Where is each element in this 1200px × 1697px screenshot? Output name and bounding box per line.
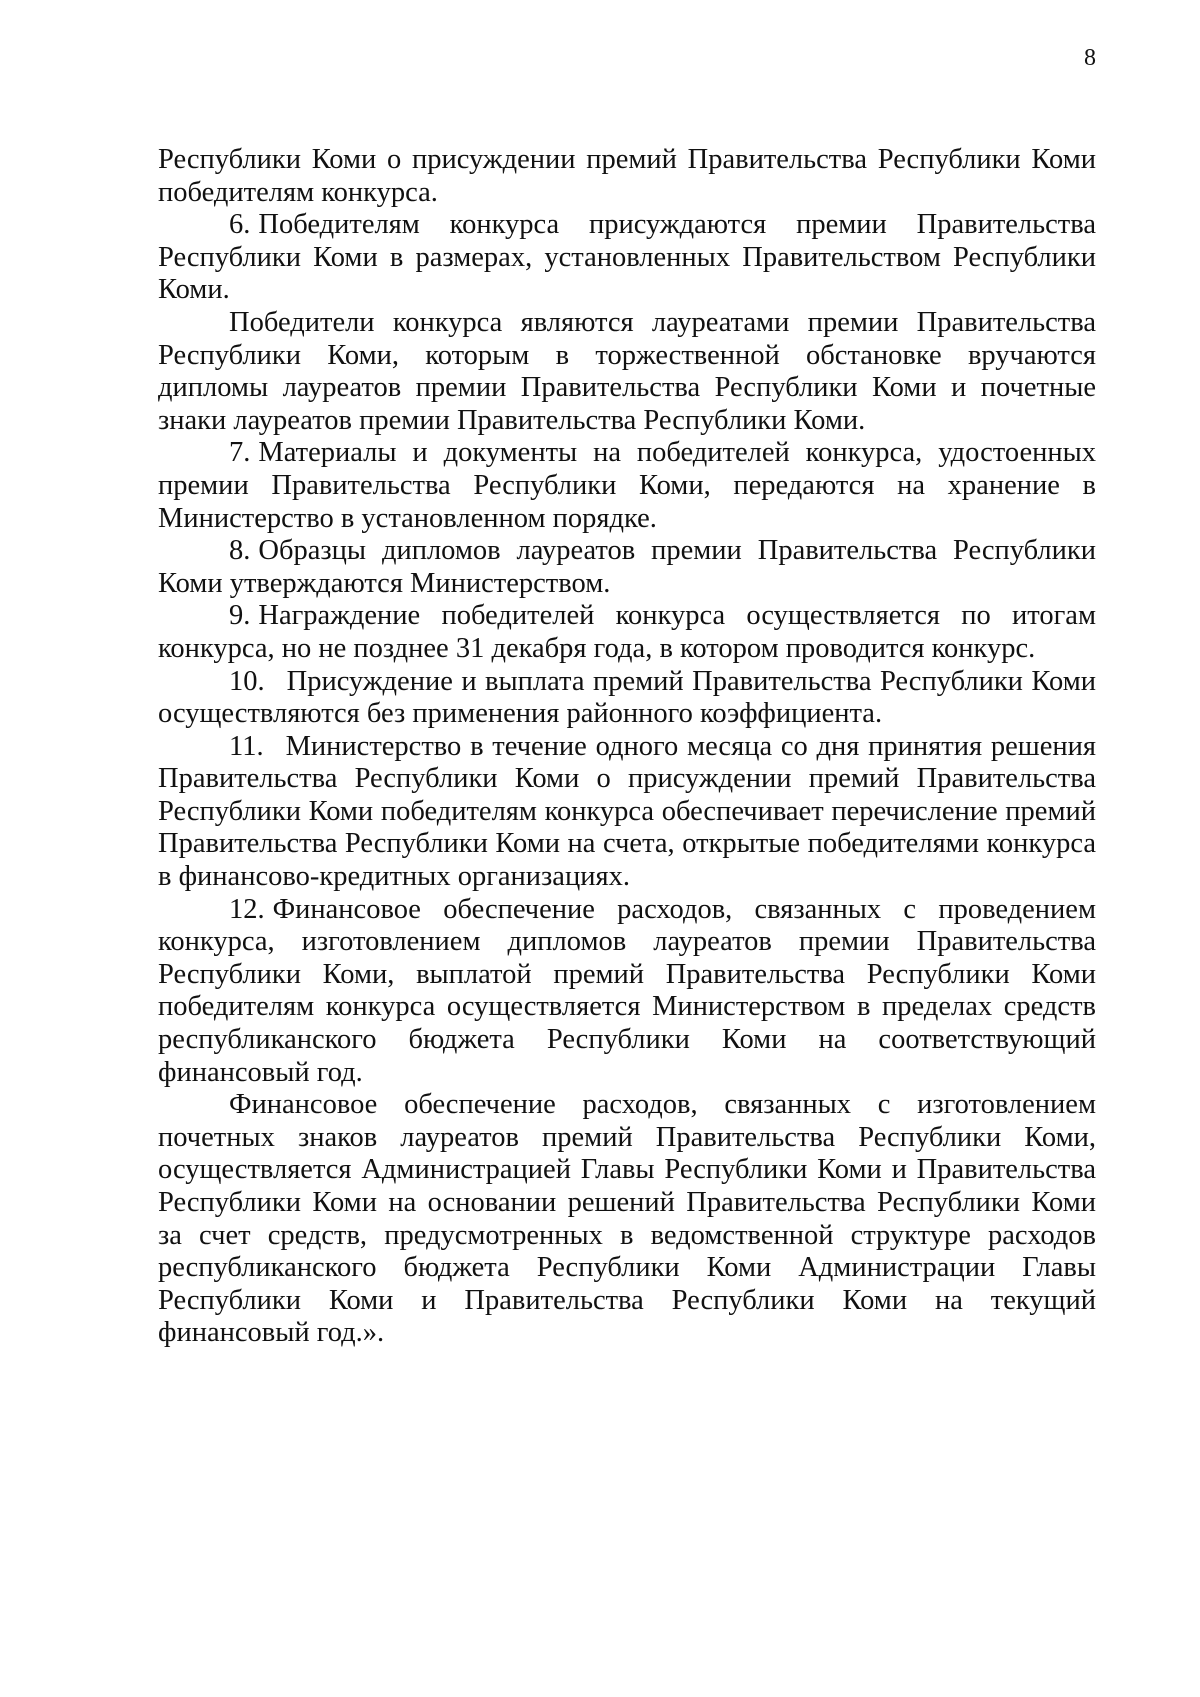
paragraph-text: Министерство в течение одного месяца со дня принятия решения Правительства Республики Коми о присуждении премий Правительства Республики Коми победителям конкурса обеспечивает перечисление премий Правительства Республики Коми на счета, открытые победителями конкурса в финансово-кредитных организациях.	[158, 730, 1096, 893]
page-number: 8	[1084, 45, 1096, 71]
paragraph-laureates	[158, 307, 1096, 437]
paragraph-item-11	[158, 731, 1096, 894]
paragraph-item-8	[158, 535, 1096, 600]
item-number: 9.	[229, 600, 251, 632]
paragraph-continuation	[158, 144, 1096, 209]
paragraph-text: Материалы и документы на победителей конкурса, удостоенных премии Правительства Республики Коми, передаются на хранение в Министерство в установленном порядке.	[158, 437, 1096, 534]
paragraph-text: Присуждение и выплата премий Правительства Республики Коми осуществляются без применения районного коэффициента.	[158, 665, 1096, 730]
item-number: 12.	[229, 893, 265, 925]
paragraph-text: Награждение победителей конкурса осуществляется по итогам конкурса, но не позднее 31 декабря года, в котором проводится конкурс.	[158, 600, 1096, 664]
paragraph-text: Победителям конкурса присуждаются премии Правительства Республики Коми в размерах, установленных Правительством Республики Коми.	[158, 209, 1096, 306]
paragraph-item-9	[158, 600, 1096, 665]
paragraph-item-12	[158, 894, 1096, 1090]
paragraph-text: Победители конкурса являются лауреатами премии Правительства Республики Коми, которым в торжественной обстановке вручаются дипломы лауреатов премии Правительства Республики Коми и почетные знаки лауреатов премии Правительства Республики Коми.	[158, 306, 1096, 436]
paragraph-item-6	[158, 209, 1096, 307]
paragraph-item-10	[158, 666, 1096, 731]
item-number: 8.	[229, 535, 251, 567]
item-number: 11.	[229, 730, 264, 762]
paragraph-text: Финансовое обеспечение расходов, связанных с изготовлением почетных знаков лауреатов премий Правительства Республики Коми, осуществляется Администрацией Главы Республики Коми и Правительства Республики Коми на основании решений Правительства Республики Коми за счет средств, предусмотренных в ведомственной структуре расходов республиканского бюджета Республики Коми Администрации Главы Республики Коми и Правительства Республики Коми на текущий финансовый год.».	[158, 1089, 1096, 1349]
paragraph-financing-badges	[158, 1089, 1096, 1350]
item-number: 6.	[229, 209, 251, 241]
item-number: 10.	[229, 665, 265, 697]
paragraph-text: Финансовое обеспечение расходов, связанных с проведением конкурса, изготовлением дипломов лауреатов премии Правительства Республики Коми, выплатой премий Правительства Республики Коми победителям конкурса осуществляется Министерством в пределах средств республиканского бюджета Республики Коми на соответствующий финансовый год.	[158, 893, 1096, 1088]
paragraph-text: Республики Коми о присуждении премий Правительства Республики Коми победителям конкурса.	[158, 144, 1096, 208]
item-number: 7.	[229, 437, 251, 469]
paragraph-item-7	[158, 437, 1096, 535]
paragraph-text: Образцы дипломов лауреатов премии Правительства Республики Коми утверждаются Министерством.	[158, 535, 1096, 599]
document-body	[158, 144, 1096, 1350]
